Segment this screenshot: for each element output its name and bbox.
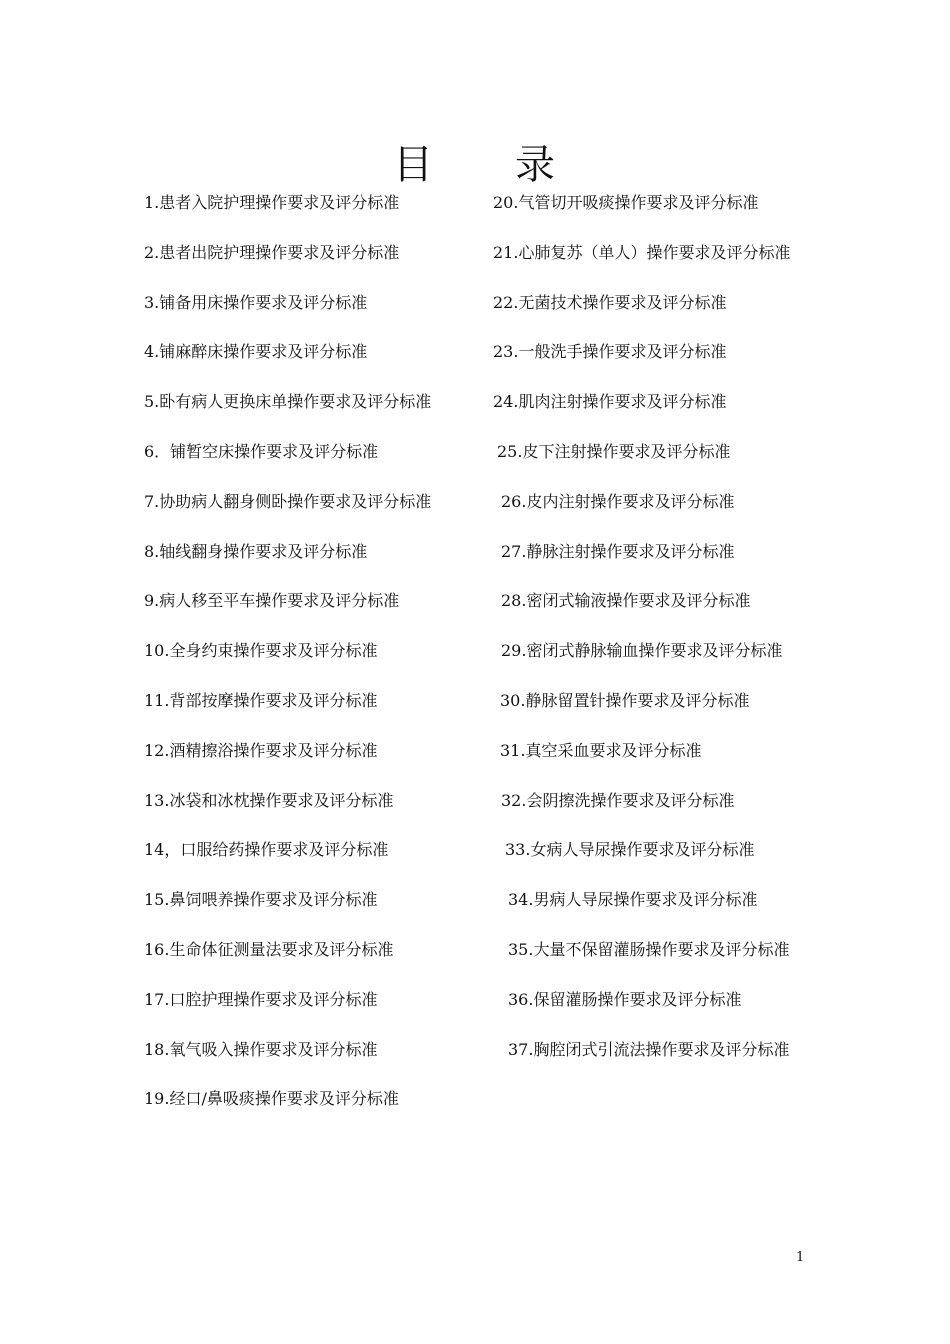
toc-item: 23.一般洗手操作要求及评分标准: [493, 342, 727, 362]
toc-item: 11.背部按摩操作要求及评分标准: [144, 690, 378, 710]
page-title-char-2: 录: [515, 141, 557, 188]
toc-item: 31.真空采血要求及评分标准: [500, 740, 702, 760]
toc-item: 13.冰袋和冰枕操作要求及评分标准: [144, 790, 394, 810]
toc-item: 2.患者出院护理操作要求及评分标准: [144, 242, 400, 262]
toc-item: 34.男病人导尿操作要求及评分标准: [508, 890, 758, 910]
toc-item: 35.大量不保留灌肠操作要求及评分标准: [508, 939, 790, 959]
toc-item: 32.会阴擦洗操作要求及评分标准: [501, 790, 735, 810]
toc-item: 8.轴线翻身操作要求及评分标准: [144, 541, 368, 561]
toc-item: 15.鼻饲喂养操作要求及评分标准: [144, 890, 378, 910]
toc-item: 27.静脉注射操作要求及评分标准: [501, 541, 735, 561]
page-title: [0, 133, 950, 190]
toc-item: 3.铺备用床操作要求及评分标准: [144, 292, 368, 312]
toc-item: 9.病人移至平车操作要求及评分标准: [144, 591, 400, 611]
page-title-char-1: 目: [393, 141, 435, 188]
toc-item: 25.皮下注射操作要求及评分标准: [497, 441, 731, 461]
page-number: 1: [796, 1250, 805, 1265]
toc-item: 26.皮内注射操作要求及评分标准: [501, 491, 735, 511]
toc-item: 29.密闭式静脉输血操作要求及评分标准: [501, 641, 783, 661]
toc-item: 30.静脉留置针操作要求及评分标准: [500, 690, 750, 710]
toc-column-left: [144, 190, 474, 1136]
toc-item: 19.经口/鼻吸痰操作要求及评分标准: [144, 1089, 399, 1109]
toc-item: 17.口腔护理操作要求及评分标准: [144, 989, 378, 1009]
toc-item: 18.氧气吸入操作要求及评分标准: [144, 1039, 378, 1059]
toc-item: 1.患者入院护理操作要求及评分标准: [144, 193, 400, 212]
toc-item: 37.胸腔闭式引流法操作要求及评分标准: [508, 1039, 790, 1059]
toc-item: 4.铺麻醉床操作要求及评分标准: [144, 342, 368, 362]
toc-item: 22.无菌技术操作要求及评分标准: [493, 292, 727, 312]
toc-item: 21.心肺复苏（单人）操作要求及评分标准: [493, 242, 791, 262]
toc-item: 10.全身约束操作要求及评分标准: [144, 641, 378, 661]
toc-item: 16.生命体征测量法要求及评分标准: [144, 939, 394, 959]
toc-item: 33.女病人导尿操作要求及评分标准: [505, 840, 755, 860]
toc-item: 5.卧有病人更换床单操作要求及评分标准: [144, 392, 432, 412]
toc-item: 12.酒精擦浴操作要求及评分标准: [144, 740, 378, 760]
toc-item: 24.肌肉注射操作要求及评分标准: [493, 392, 727, 412]
toc-item: 20.气管切开吸痰操作要求及评分标准: [493, 193, 759, 212]
toc-item: 28.密闭式输液操作要求及评分标准: [501, 591, 751, 611]
toc-item: 36.保留灌肠操作要求及评分标准: [508, 989, 742, 1009]
toc-item: 7.协助病人翻身侧卧操作要求及评分标准: [144, 491, 432, 511]
toc-column-right: [493, 190, 823, 1086]
toc-item: 6．铺暂空床操作要求及评分标准: [144, 441, 379, 461]
toc-item: 14，口服给药操作要求及评分标准: [144, 840, 389, 860]
